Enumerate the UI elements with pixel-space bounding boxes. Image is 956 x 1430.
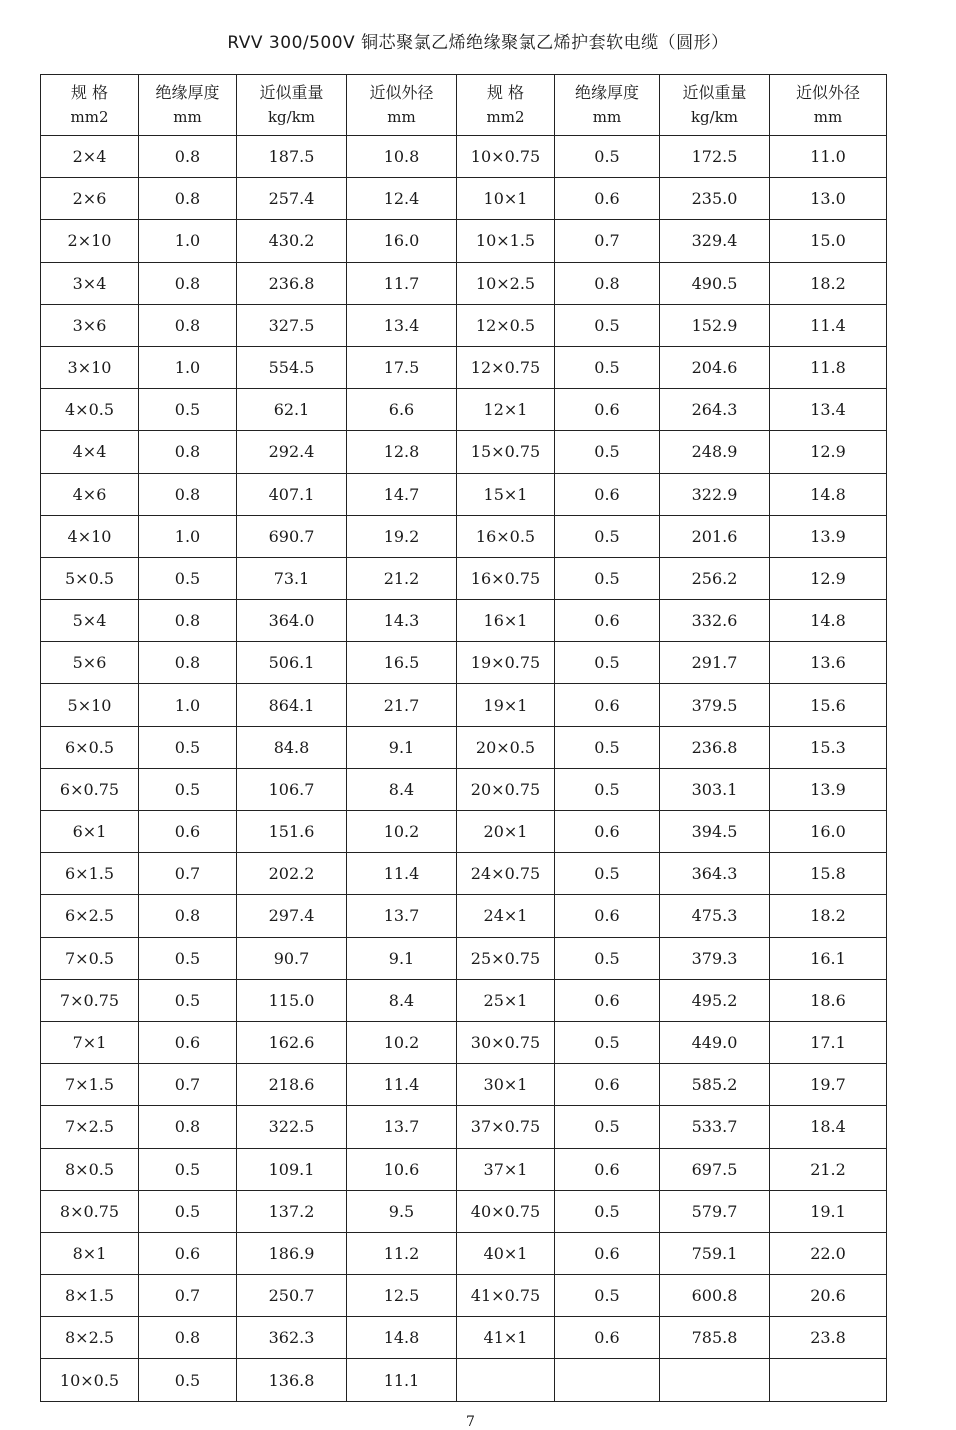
table-cell: 1.0 (139, 220, 237, 262)
table-cell: 7×0.5 (41, 937, 139, 979)
table-cell: 20.6 (770, 1275, 887, 1317)
table-cell: 13.4 (770, 389, 887, 431)
table-cell: 257.4 (237, 178, 347, 220)
column-header (457, 75, 555, 136)
table-cell: 10×0.5 (41, 1359, 139, 1401)
table-cell: 8×0.75 (41, 1190, 139, 1232)
table-cell: 0.5 (555, 346, 660, 388)
table-row (41, 557, 887, 599)
table-cell: 13.7 (347, 895, 457, 937)
table-cell: 3×4 (41, 262, 139, 304)
table-cell: 186.9 (237, 1232, 347, 1274)
table-cell: 16.5 (347, 642, 457, 684)
table-cell: 379.5 (660, 684, 770, 726)
table-cell: 9.1 (347, 726, 457, 768)
column-header-unit: mm2 (70, 108, 109, 126)
table-cell: 11.1 (347, 1359, 457, 1401)
table-cell: 0.5 (555, 431, 660, 473)
table-cell: 18.6 (770, 979, 887, 1021)
table-cell: 187.5 (237, 136, 347, 178)
table-cell: 15×1 (457, 473, 555, 515)
table-cell: 10.2 (347, 811, 457, 853)
table-cell: 8×0.5 (41, 1148, 139, 1190)
table-cell: 5×4 (41, 600, 139, 642)
table-body (41, 136, 887, 1402)
table-cell: 329.4 (660, 220, 770, 262)
table-cell: 115.0 (237, 979, 347, 1021)
table-cell: 0.5 (555, 1021, 660, 1063)
table-cell: 0.6 (555, 979, 660, 1021)
table-cell: 24×0.75 (457, 853, 555, 895)
table-row (41, 600, 887, 642)
table-cell: 21.2 (770, 1148, 887, 1190)
table-cell: 332.6 (660, 600, 770, 642)
table-cell: 7×1.5 (41, 1064, 139, 1106)
table-row (41, 1190, 887, 1232)
column-header (660, 75, 770, 136)
table-cell: 449.0 (660, 1021, 770, 1063)
table-cell: 0.5 (555, 853, 660, 895)
table-cell: 6.6 (347, 389, 457, 431)
table-cell: 6×0.75 (41, 768, 139, 810)
table-cell: 14.8 (770, 473, 887, 515)
table-cell: 201.6 (660, 515, 770, 557)
table-row (41, 853, 887, 895)
table-cell: 11.4 (347, 1064, 457, 1106)
table-cell: 1.0 (139, 346, 237, 388)
table-header-row (41, 75, 887, 136)
table-cell: 9.5 (347, 1190, 457, 1232)
table-cell: 0.5 (139, 1190, 237, 1232)
column-header-unit: mm2 (486, 108, 525, 126)
table-cell: 291.7 (660, 642, 770, 684)
table-cell: 16×0.75 (457, 557, 555, 599)
table-cell: 1.0 (139, 515, 237, 557)
table-cell: 16.0 (770, 811, 887, 853)
table-cell: 690.7 (237, 515, 347, 557)
column-header-name: 规 格 (70, 83, 109, 102)
table-cell: 13.0 (770, 178, 887, 220)
table-cell: 0.5 (139, 726, 237, 768)
table-row (41, 346, 887, 388)
table-cell: 12.8 (347, 431, 457, 473)
table-row (41, 136, 887, 178)
table-cell: 14.8 (347, 1317, 457, 1359)
table-cell: 84.8 (237, 726, 347, 768)
table-cell: 218.6 (237, 1064, 347, 1106)
table-cell: 12.5 (347, 1275, 457, 1317)
table-cell: 0.5 (555, 1275, 660, 1317)
table-row (41, 684, 887, 726)
column-header-unit: kg/km (690, 108, 739, 126)
table-cell: 0.8 (555, 262, 660, 304)
table-row (41, 1232, 887, 1274)
table-cell: 40×1 (457, 1232, 555, 1274)
table-cell: 17.5 (347, 346, 457, 388)
document-title: RVV 300/500V 铜芯聚氯乙烯绝缘聚氯乙烯护套软电缆（圆形） (227, 33, 729, 53)
table-cell: 8×1 (41, 1232, 139, 1274)
table-cell: 13.6 (770, 642, 887, 684)
table-cell: 0.8 (139, 895, 237, 937)
table-cell: 5×10 (41, 684, 139, 726)
table-cell: 204.6 (660, 346, 770, 388)
table-row (41, 726, 887, 768)
table-cell: 6×2.5 (41, 895, 139, 937)
table-cell: 15.0 (770, 220, 887, 262)
table-cell: 0.6 (555, 600, 660, 642)
table-cell: 0.6 (139, 1232, 237, 1274)
table-cell: 579.7 (660, 1190, 770, 1232)
table-row (41, 1021, 887, 1063)
table-cell: 0.6 (555, 684, 660, 726)
table-cell: 19.1 (770, 1190, 887, 1232)
table-cell: 0.6 (555, 811, 660, 853)
table-cell: 11.2 (347, 1232, 457, 1274)
table-row (41, 1359, 887, 1401)
table-cell: 41×1 (457, 1317, 555, 1359)
table-cell: 0.6 (139, 1021, 237, 1063)
table-cell: 37×0.75 (457, 1106, 555, 1148)
table-cell: 3×10 (41, 346, 139, 388)
table-cell: 109.1 (237, 1148, 347, 1190)
table-cell: 12.9 (770, 431, 887, 473)
table-cell: 2×4 (41, 136, 139, 178)
column-header (41, 75, 139, 136)
table-cell: 0.8 (139, 642, 237, 684)
table-cell: 4×4 (41, 431, 139, 473)
table-cell: 0.7 (139, 1064, 237, 1106)
table-row (41, 1106, 887, 1148)
table-cell: 0.5 (555, 642, 660, 684)
table-cell: 327.5 (237, 304, 347, 346)
column-header-name: 近似重量 (682, 83, 747, 102)
table-cell: 0.6 (555, 178, 660, 220)
table-cell: 13.4 (347, 304, 457, 346)
table-row (41, 473, 887, 515)
table-cell: 10×1 (457, 178, 555, 220)
table-row (41, 262, 887, 304)
table-cell: 19.2 (347, 515, 457, 557)
table-cell: 25×1 (457, 979, 555, 1021)
column-header-name: 近似外径 (795, 83, 860, 102)
table-cell: 394.5 (660, 811, 770, 853)
table-cell: 0.6 (139, 811, 237, 853)
table-cell: 0.5 (555, 557, 660, 599)
table-cell: 0.5 (555, 726, 660, 768)
table-cell: 0.5 (139, 768, 237, 810)
table-cell: 0.5 (555, 304, 660, 346)
column-header-unit: mm (173, 108, 202, 126)
table-cell: 10×1.5 (457, 220, 555, 262)
table-cell: 18.2 (770, 895, 887, 937)
table-cell: 10×0.75 (457, 136, 555, 178)
table-cell: 152.9 (660, 304, 770, 346)
table-cell: 0.8 (139, 473, 237, 515)
table-cell: 11.4 (770, 304, 887, 346)
table-cell: 292.4 (237, 431, 347, 473)
table-cell: 20×0.75 (457, 768, 555, 810)
table-cell: 11.0 (770, 136, 887, 178)
column-header (347, 75, 457, 136)
table-cell: 1.0 (139, 684, 237, 726)
table-cell: 864.1 (237, 684, 347, 726)
table-cell: 13.9 (770, 768, 887, 810)
table-cell: 697.5 (660, 1148, 770, 1190)
table-cell: 236.8 (660, 726, 770, 768)
table-cell: 12×0.75 (457, 346, 555, 388)
table-cell: 19×0.75 (457, 642, 555, 684)
table-cell: 3×6 (41, 304, 139, 346)
table-cell: 0.5 (139, 557, 237, 599)
table-cell: 13.9 (770, 515, 887, 557)
table-cell: 8.4 (347, 768, 457, 810)
table-cell: 0.6 (555, 895, 660, 937)
table-cell: 23.8 (770, 1317, 887, 1359)
table-cell: 40×0.75 (457, 1190, 555, 1232)
table-cell: 0.8 (139, 178, 237, 220)
table-cell: 8.4 (347, 979, 457, 1021)
table-cell: 11.7 (347, 262, 457, 304)
table-cell: 235.0 (660, 178, 770, 220)
table-cell: 0.7 (555, 220, 660, 262)
table-row (41, 220, 887, 262)
table-cell: 172.5 (660, 136, 770, 178)
table-cell: 20×0.5 (457, 726, 555, 768)
table-cell: 0.8 (139, 1317, 237, 1359)
table-cell: 256.2 (660, 557, 770, 599)
table-cell: 248.9 (660, 431, 770, 473)
table-cell: 236.8 (237, 262, 347, 304)
table-cell: 322.5 (237, 1106, 347, 1148)
column-header-unit: mm (387, 108, 416, 126)
table-row (41, 515, 887, 557)
table-cell: 0.8 (139, 262, 237, 304)
table-cell: 10.8 (347, 136, 457, 178)
table-cell: 9.1 (347, 937, 457, 979)
table-row (41, 1148, 887, 1190)
column-header-name: 绝缘厚度 (574, 83, 639, 102)
table-cell: 0.6 (555, 473, 660, 515)
table-cell: 759.1 (660, 1232, 770, 1274)
table-cell: 0.5 (139, 937, 237, 979)
table-cell: 264.3 (660, 389, 770, 431)
table-cell: 0.6 (555, 1317, 660, 1359)
table-cell: 430.2 (237, 220, 347, 262)
table-cell: 297.4 (237, 895, 347, 937)
column-header (139, 75, 237, 136)
table-cell: 0.5 (555, 768, 660, 810)
table-cell: 0.5 (555, 1190, 660, 1232)
table-cell: 785.8 (660, 1317, 770, 1359)
table-cell: 0.8 (139, 1106, 237, 1148)
table-cell: 24×1 (457, 895, 555, 937)
table-cell: 0.5 (555, 136, 660, 178)
table-cell: 0.8 (139, 136, 237, 178)
table-cell: 0.6 (555, 1064, 660, 1106)
table-cell: 0.5 (139, 1148, 237, 1190)
table-cell: 0.6 (555, 389, 660, 431)
table-row (41, 811, 887, 853)
table-cell: 7×1 (41, 1021, 139, 1063)
table-cell: 37×1 (457, 1148, 555, 1190)
table-cell: 14.3 (347, 600, 457, 642)
table-cell: 8×2.5 (41, 1317, 139, 1359)
table-cell: 5×0.5 (41, 557, 139, 599)
table-cell: 15.3 (770, 726, 887, 768)
table-cell: 41×0.75 (457, 1275, 555, 1317)
table-row (41, 178, 887, 220)
column-header-name: 规 格 (486, 83, 525, 102)
table-cell: 30×1 (457, 1064, 555, 1106)
table-cell (555, 1359, 660, 1401)
table-cell: 73.1 (237, 557, 347, 599)
table-row (41, 937, 887, 979)
table-cell: 10×2.5 (457, 262, 555, 304)
column-header (237, 75, 347, 136)
table-cell: 250.7 (237, 1275, 347, 1317)
table-cell: 0.7 (139, 853, 237, 895)
table-cell: 12×0.5 (457, 304, 555, 346)
table-cell: 12×1 (457, 389, 555, 431)
table-cell: 136.8 (237, 1359, 347, 1401)
table-cell: 490.5 (660, 262, 770, 304)
table-cell: 21.7 (347, 684, 457, 726)
table-cell: 4×6 (41, 473, 139, 515)
table-cell: 16×1 (457, 600, 555, 642)
column-header (770, 75, 887, 136)
table-row (41, 431, 887, 473)
table-cell: 0.5 (139, 389, 237, 431)
table-cell: 21.2 (347, 557, 457, 599)
column-header-unit: kg/km (267, 108, 316, 126)
table-cell: 0.6 (555, 1232, 660, 1274)
column-header-unit: mm (813, 108, 843, 126)
cable-spec-table (40, 74, 887, 1402)
table-cell: 10.2 (347, 1021, 457, 1063)
table-cell: 62.1 (237, 389, 347, 431)
table-cell: 90.7 (237, 937, 347, 979)
table-cell: 2×10 (41, 220, 139, 262)
column-header (555, 75, 660, 136)
table-cell: 554.5 (237, 346, 347, 388)
table-cell (770, 1359, 887, 1401)
table-cell: 6×1.5 (41, 853, 139, 895)
table-cell: 18.4 (770, 1106, 887, 1148)
table-cell (457, 1359, 555, 1401)
table-row (41, 1275, 887, 1317)
table-cell: 364.0 (237, 600, 347, 642)
table-cell: 12.9 (770, 557, 887, 599)
table-cell: 15×0.75 (457, 431, 555, 473)
table-cell: 20×1 (457, 811, 555, 853)
table-row (41, 1064, 887, 1106)
table-cell: 12.4 (347, 178, 457, 220)
table-cell: 6×0.5 (41, 726, 139, 768)
table-cell: 364.3 (660, 853, 770, 895)
table-row (41, 768, 887, 810)
table-cell: 7×2.5 (41, 1106, 139, 1148)
table-cell: 7×0.75 (41, 979, 139, 1021)
table-cell: 0.5 (555, 515, 660, 557)
table-cell: 19.7 (770, 1064, 887, 1106)
table-cell: 11.4 (347, 853, 457, 895)
table-row (41, 979, 887, 1021)
column-header-unit: mm (592, 108, 622, 126)
table-cell: 202.2 (237, 853, 347, 895)
table-cell: 0.8 (139, 431, 237, 473)
table-cell: 2×6 (41, 178, 139, 220)
table-cell (660, 1359, 770, 1401)
table-cell: 5×6 (41, 642, 139, 684)
table-cell: 106.7 (237, 768, 347, 810)
table-row (41, 895, 887, 937)
table-row (41, 1317, 887, 1359)
table-row (41, 389, 887, 431)
table-cell: 22.0 (770, 1232, 887, 1274)
table-cell: 407.1 (237, 473, 347, 515)
table-cell: 303.1 (660, 768, 770, 810)
table-cell: 137.2 (237, 1190, 347, 1232)
table-cell: 0.8 (139, 304, 237, 346)
table-cell: 506.1 (237, 642, 347, 684)
table-cell: 151.6 (237, 811, 347, 853)
table-cell: 19×1 (457, 684, 555, 726)
table-cell: 25×0.75 (457, 937, 555, 979)
table-cell: 17.1 (770, 1021, 887, 1063)
table-cell: 4×10 (41, 515, 139, 557)
table-cell: 475.3 (660, 895, 770, 937)
table-cell: 11.8 (770, 346, 887, 388)
table-cell: 8×1.5 (41, 1275, 139, 1317)
table-cell: 0.5 (555, 937, 660, 979)
column-header-name: 近似外径 (369, 83, 434, 102)
table-cell: 16.0 (347, 220, 457, 262)
table-cell: 379.3 (660, 937, 770, 979)
table-cell: 585.2 (660, 1064, 770, 1106)
table-cell: 0.5 (139, 979, 237, 1021)
table-cell: 16×0.5 (457, 515, 555, 557)
table-cell: 495.2 (660, 979, 770, 1021)
table-row (41, 304, 887, 346)
table-cell: 16.1 (770, 937, 887, 979)
table-cell: 0.5 (555, 1106, 660, 1148)
table-cell: 15.6 (770, 684, 887, 726)
table-cell: 533.7 (660, 1106, 770, 1148)
table-cell: 0.6 (555, 1148, 660, 1190)
table-cell: 30×0.75 (457, 1021, 555, 1063)
table-row (41, 642, 887, 684)
table-cell: 162.6 (237, 1021, 347, 1063)
column-header-name: 近似重量 (259, 83, 324, 102)
table-cell: 18.2 (770, 262, 887, 304)
column-header-name: 绝缘厚度 (155, 83, 220, 102)
table-cell: 14.7 (347, 473, 457, 515)
table-cell: 0.5 (139, 1359, 237, 1401)
table-cell: 0.8 (139, 600, 237, 642)
table-cell: 322.9 (660, 473, 770, 515)
table-cell: 15.8 (770, 853, 887, 895)
table-cell: 4×0.5 (41, 389, 139, 431)
table-cell: 14.8 (770, 600, 887, 642)
table-cell: 362.3 (237, 1317, 347, 1359)
table-cell: 6×1 (41, 811, 139, 853)
table-cell: 0.7 (139, 1275, 237, 1317)
table-cell: 10.6 (347, 1148, 457, 1190)
page-number: 7 (466, 1414, 475, 1430)
table-cell: 13.7 (347, 1106, 457, 1148)
table-cell: 600.8 (660, 1275, 770, 1317)
